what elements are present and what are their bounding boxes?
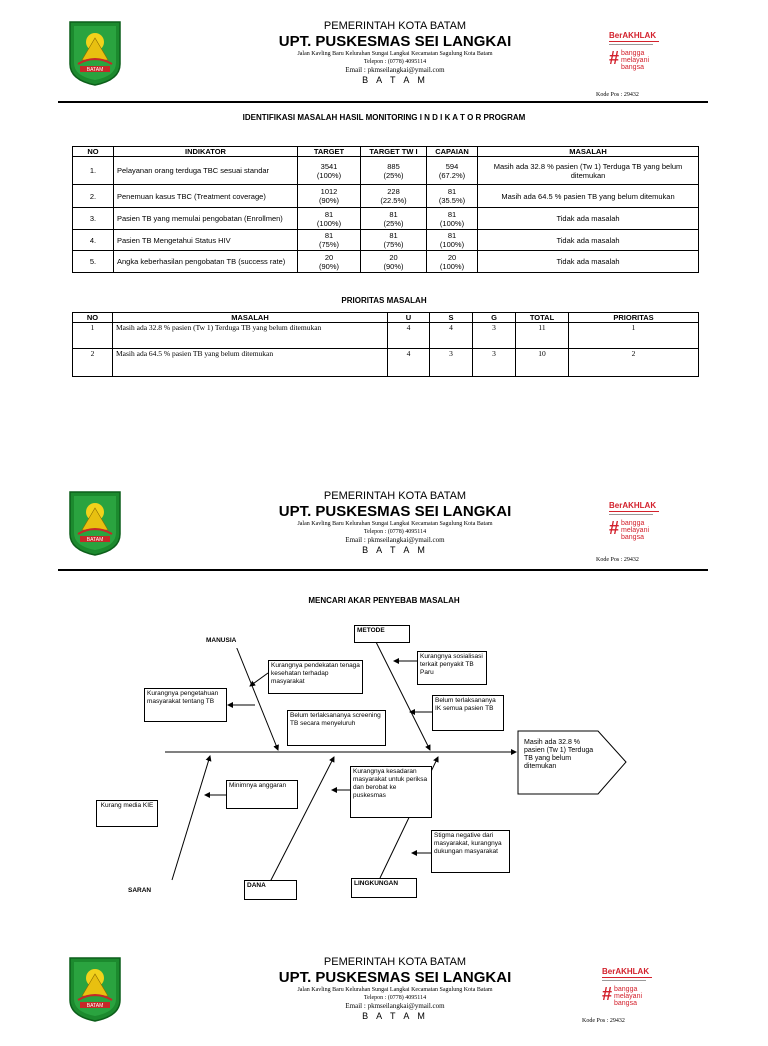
cell: Pasien TB Mengetahui Status HIV [114,230,298,251]
category-dana: DANA [244,880,297,900]
col-header: MASALAH [478,147,699,157]
letterhead-text [200,956,590,1022]
cell: 1012 (90%) [298,185,361,208]
cell: 3541 (100%) [298,157,361,185]
cell: 3 [430,349,473,377]
cell: 81 (25%) [361,208,427,230]
svg-text:melayani: melayani [621,527,650,534]
category-lingkungan: LINGKUNGAN [351,878,417,898]
page2-title: MENCARI AKAR PENYEBAB MASALAH [308,596,460,605]
cell: 20 (90%) [361,251,427,273]
postal-code: Kode Pos : 29432 [596,92,639,98]
svg-text:BATAM: BATAM [86,67,104,73]
cell: 3 [473,323,516,349]
cell: Tidak ada masalah [478,251,699,273]
address: Jalan Kavling Baru Kelurahan Sungai Langkai Kecamatan Sagulung Kota Batam [297,521,493,527]
svg-text:#: # [609,518,620,538]
cell: 81 (75%) [298,230,361,251]
cell: Masih ada 64.5 % pasien TB yang belum ditemukan [478,185,699,208]
svg-text:bangsa: bangsa [621,534,644,541]
gov-name: PEMERINTAH KOTA BATAM [323,490,467,502]
col-header: MASALAH [113,313,388,323]
cell: 20 (100%) [427,251,478,273]
svg-text:BerAKHLAK: BerAKHLAK [602,967,650,976]
cell: Tidak ada masalah [478,230,699,251]
col-header: PRIORITAS [569,313,699,323]
email: Email : pkmseilangkai@ymail.com [345,66,445,74]
cell: 885 (25%) [361,157,427,185]
cell: Pasien TB yang memulai pengobatan (Enrollmen) [114,208,298,230]
cause-stigma: Stigma negative dari masyarakat, kurangnya dukungan masyarakat [431,830,510,873]
email: Email : pkmseilangkai@ymail.com [345,1002,445,1010]
svg-text:BerAKHLAK: BerAKHLAK [609,31,657,40]
cell: 3 [473,349,516,377]
cell: Masih ada 32.8 % pasien (Tw 1) Terduga TB yang belum ditemukan [113,323,388,349]
col-header: U [388,313,430,323]
priority-title: PRIORITAS MASALAH [341,296,427,305]
cell: 11 [516,323,569,349]
gov-name: PEMERINTAH KOTA BATAM [323,20,467,32]
col-header: TOTAL [516,313,569,323]
cell: 20 (90%) [298,251,361,273]
cell: 4. [73,230,114,251]
institution-name: UPT. PUSKESMAS SEI LANGKAI [278,33,512,50]
cell: 4 [430,323,473,349]
address: Jalan Kavling Baru Kelurahan Sungai Langkai Kecamatan Sagulung Kota Batam [297,51,493,57]
cell: 1 [73,323,113,349]
cell: 10 [516,349,569,377]
gov-name: PEMERINTAH KOTA BATAM [323,956,467,968]
phone: Telepon : (0778) 4095114 [363,59,427,65]
cell: Masih ada 64.5 % pasien TB yang belum ditemukan [113,349,388,377]
svg-text:melayani: melayani [614,993,643,1000]
phone: Telepon : (0778) 4095114 [363,995,427,1001]
cell: Pelayanan orang terduga TBC sesuai standar [114,157,298,185]
cell: 4 [388,349,430,377]
cell: Angka keberhasilan pengobatan TB (success rate) [114,251,298,273]
cell: 81 (100%) [298,208,361,230]
institution-name: UPT. PUSKESMAS SEI LANGKAI [278,969,512,986]
email: Email : pkmseilangkai@ymail.com [345,536,445,544]
col-header: S [430,313,473,323]
svg-text:bangga: bangga [614,986,638,993]
cell: 594 (67.2%) [427,157,478,185]
col-header: NO [73,313,113,323]
batam-logo-icon [68,956,122,1022]
city: B A T A M [362,1011,428,1021]
svg-text:#: # [609,48,620,68]
cause-kurangnya-pendekatan: Kurangnya pendekatan tenaga kesehatan terhadap masyarakat [268,660,363,694]
col-header: TARGET [298,147,361,157]
col-header: TARGET TW I [361,147,427,157]
cell: 2 [569,349,699,377]
cell: 228 (22.5%) [361,185,427,208]
svg-text:melayani: melayani [621,57,650,64]
cell: 81 (75%) [361,230,427,251]
cell: 1 [569,323,699,349]
institution-name: UPT. PUSKESMAS SEI LANGKAI [278,503,512,520]
berakhlak-logo [600,956,670,1018]
svg-text:bangsa: bangsa [614,1000,637,1007]
cell: 4 [388,323,430,349]
city: B A T A M [362,75,428,85]
svg-text:bangga: bangga [621,50,645,57]
letterhead-3 [0,956,768,1046]
cause-belum-screening: Belum terlaksananya screening TB secara menyeluruh [287,710,386,746]
col-header: NO [73,147,114,157]
cause-kurang-media: Kurang media KIE [96,800,158,827]
svg-text:bangsa: bangsa [621,64,644,71]
cell: 2 [73,349,113,377]
postal-code: Kode Pos : 29432 [596,557,639,563]
page1-title: IDENTIFIKASI MASALAH HASIL MONITORING I N D I K A T O R PROGRAM [242,113,526,122]
svg-text:bangga: bangga [621,520,645,527]
cause-belum-ik: Belum terlaksananya IK semua pasien TB [432,695,504,731]
phone: Telepon : (0778) 4095114 [363,529,427,535]
cell: 81 (35.5%) [427,185,478,208]
svg-text:BATAM: BATAM [86,537,104,543]
address: Jalan Kavling Baru Kelurahan Sungai Langkai Kecamatan Sagulung Kota Batam [297,987,493,993]
category-manusia: MANUSIA [204,636,250,648]
category-saran: SARAN [128,887,152,894]
col-header: CAPAIAN [427,147,478,157]
cell: 81 (100%) [427,208,478,230]
svg-text:#: # [602,984,613,1004]
cause-kurangnya-pengetahuan: Kurangnya pengetahuan masyarakat tentang TB [144,688,227,722]
cell: Tidak ada masalah [478,208,699,230]
col-header: INDIKATOR [114,147,298,157]
cause-minimnya-anggaran: Minimnya anggaran [226,780,298,809]
cell: 3. [73,208,114,230]
cell: Penemuan kasus TBC (Treatment coverage) [114,185,298,208]
fishbone-head-text: Masih ada 32.8 % pasien (Tw 1) Terduga TB yang belum ditemukan [524,739,594,770]
city: B A T A M [362,545,428,555]
cause-kurangnya-sosialisasi: Kurangnya sosialisasi terkait penyakit TB Paru [417,651,487,685]
cell: 1. [73,157,114,185]
svg-text:BerAKHLAK: BerAKHLAK [609,501,657,510]
category-metode: METODE [354,625,410,643]
cell: 81 (100%) [427,230,478,251]
cell: 5. [73,251,114,273]
cause-kurangnya-kesadaran: Kurangnya kesadaran masyarakat untuk periksa dan berobat ke puskesmas [350,766,432,818]
col-header: G [473,313,516,323]
svg-text:BATAM: BATAM [86,1003,104,1009]
cell: 2. [73,185,114,208]
postal-code: Kode Pos : 29432 [582,1018,625,1024]
cell: Masih ada 32.8 % pasien (Tw 1) Terduga TB yang belum ditemukan [478,157,699,185]
